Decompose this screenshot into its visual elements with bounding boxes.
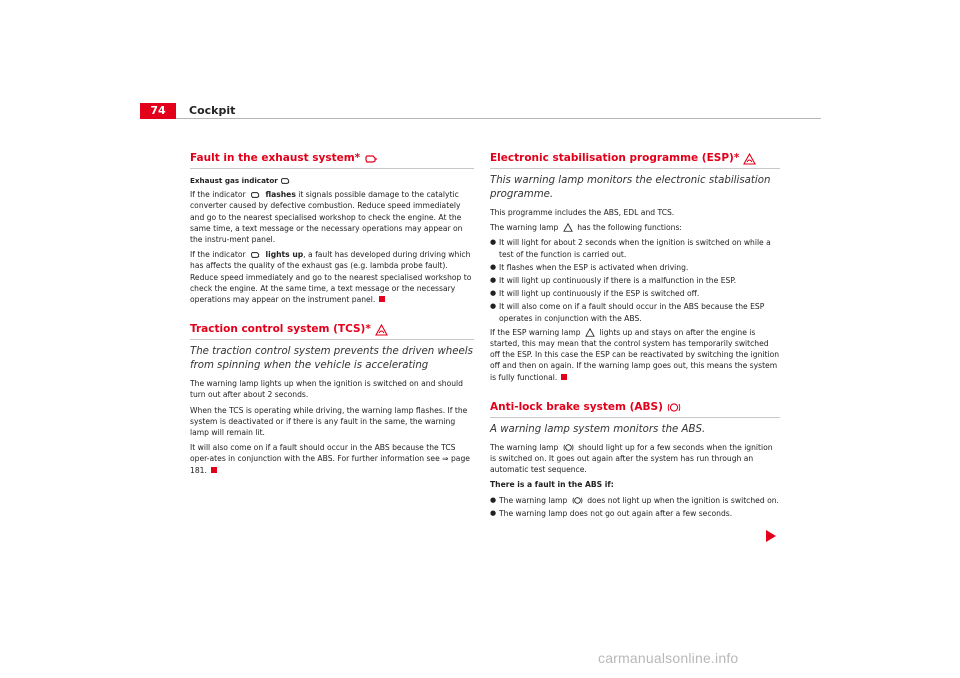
- tcs-title: Traction control system (TCS)*: [190, 323, 371, 336]
- exhaust-paragraph-2: [190, 249, 474, 305]
- section-end-marker: [561, 374, 567, 380]
- stability-warning-icon: [743, 153, 756, 165]
- esp-p3-rest: lights up and stays on after the engine is started, this may mean that the control system has temporarily switched off the ESP. In this case the ESP can be reactivated by switching the ignition off and then on again. If the warning lamp goes out, this means the system is fully functional.: [490, 327, 780, 382]
- abs-p1-rest: should light up for a few seconds when the ignition is switched on. It goes out again after the system has run through an automatic test sequence.: [490, 442, 773, 475]
- right-column: [490, 152, 780, 522]
- tcs-p3-text: It will also come on if a fault should occur in the ABS because the TCS oper-ates in conjunction with the ABS. For further information see ⇒ page 181.: [190, 443, 470, 475]
- esp-bullet-list: [490, 237, 780, 323]
- esp-lead: This warning lamp monitors the electronic stabilisation programme.: [490, 175, 771, 200]
- abs-bullet1-start: The warning lamp: [499, 495, 568, 505]
- esp-paragraph-3: [490, 327, 780, 383]
- esp-p2-start: The warning lamp: [490, 223, 559, 233]
- abs-paragraph-1: [490, 442, 780, 476]
- abs-lead: A warning lamp system monitors the ABS.: [490, 423, 706, 435]
- abs-p1-start: The warning lamp: [490, 442, 559, 452]
- next-page-arrow-icon: [766, 530, 776, 542]
- tcs-section-heading: [190, 323, 474, 340]
- abs-inline-icon: [563, 443, 574, 452]
- watermark: carmanualsonline.info: [598, 650, 739, 666]
- exhaust-section-heading: [190, 152, 474, 169]
- list-item: ● It flashes when the ESP is activated when driving.: [490, 262, 780, 273]
- exhaust-indicator-icon: [280, 177, 291, 185]
- tcs-paragraph-3: [190, 442, 474, 476]
- exhaust-p2-start: If the indicator: [190, 250, 246, 260]
- list-item: ● It will light up continuously if the ESP is switched off.: [490, 288, 780, 299]
- abs-inline-icon: [572, 496, 583, 505]
- section-gap: [490, 387, 780, 401]
- stability-inline-icon: [563, 223, 573, 232]
- chapter-title: Cockpit: [189, 104, 236, 117]
- abs-bullet1-rest: does not light up when the ignition is switched on.: [587, 495, 779, 505]
- exhaust-p2-rest: , a fault has developed during driving which has affects the quality of the exhaust gas (e.g. lambda probe fault). Reduce speed immediately and go to the nearest specialised workshop to check the engine. At the same time, a text message or the necessary operations may appear on the instrument panel.: [190, 250, 472, 305]
- exhaust-inline-icon: [250, 251, 261, 259]
- esp-p2-rest: has the following functions:: [577, 223, 682, 233]
- exhaust-paragraph-1: [190, 189, 474, 245]
- stability-inline-icon: [585, 328, 595, 337]
- exhaust-p1-rest: it signals possible damage to the catalytic converter caused by defective combustion. Reduce speed immediately and go to the nearest specialised workshop to check the engine. At the same time, a text message or the necessary operations may appear on the instru-ment panel.: [190, 190, 463, 245]
- exhaust-title: Fault in the exhaust system*: [190, 152, 361, 164]
- esp-p3-start: If the ESP warning lamp: [490, 327, 581, 337]
- list-item: [490, 495, 780, 506]
- abs-warning-icon: [667, 402, 681, 413]
- page-number: 74: [140, 103, 176, 119]
- exhaust-subheading: [190, 175, 474, 186]
- stability-warning-icon: [375, 324, 388, 336]
- esp-title: Electronic stabilisation programme (ESP)*: [490, 152, 740, 164]
- tcs-paragraph-1: The warning lamp lights up when the ignition is switched on and should turn out after about 2 seconds.: [190, 379, 463, 400]
- list-item: ● The warning lamp does not go out again after a few seconds.: [490, 508, 780, 519]
- list-item: ● It will light for about 2 seconds when the ignition is switched on while a test of the function is carried out.: [490, 237, 780, 259]
- exhaust-p1-bold: flashes: [265, 190, 296, 200]
- list-item: ● It will light up continuously if there is a malfunction in the ESP.: [490, 275, 780, 286]
- exhaust-p2-bold: lights up: [265, 250, 304, 260]
- section-end-marker: [379, 296, 385, 302]
- exhaust-subheading-text: Exhaust gas indicator: [190, 176, 278, 185]
- section-gap: [190, 309, 474, 323]
- esp-paragraph-1: This programme includes the ABS, EDL and TCS.: [490, 208, 675, 217]
- exhaust-p1-start: If the indicator: [190, 190, 246, 200]
- abs-fault-heading: There is a fault in the ABS if:: [490, 480, 614, 490]
- exhaust-inline-icon: [250, 191, 261, 199]
- esp-paragraph-2: [490, 222, 780, 233]
- exhaust-warning-icon: [364, 154, 378, 164]
- tcs-lead: The traction control system prevents the driven wheels from spinning when the vehicle is accelerating: [190, 346, 473, 372]
- abs-bullet-list: [490, 495, 780, 519]
- esp-section-heading: [490, 152, 780, 169]
- list-item: ● It will also come on if a fault should occur in the ABS because the ESP operates in conjunction with the ABS.: [490, 301, 780, 323]
- left-column: [190, 152, 474, 480]
- section-end-marker: [211, 467, 217, 473]
- tcs-paragraph-2: When the TCS is operating while driving, the warning lamp flashes. If the system is deactivated or if there is any fault in the same, the warning lamp will remain lit.: [190, 405, 468, 438]
- abs-section-heading: [490, 401, 780, 418]
- abs-title: Anti-lock brake system (ABS): [490, 400, 663, 413]
- header-rule: [176, 118, 821, 119]
